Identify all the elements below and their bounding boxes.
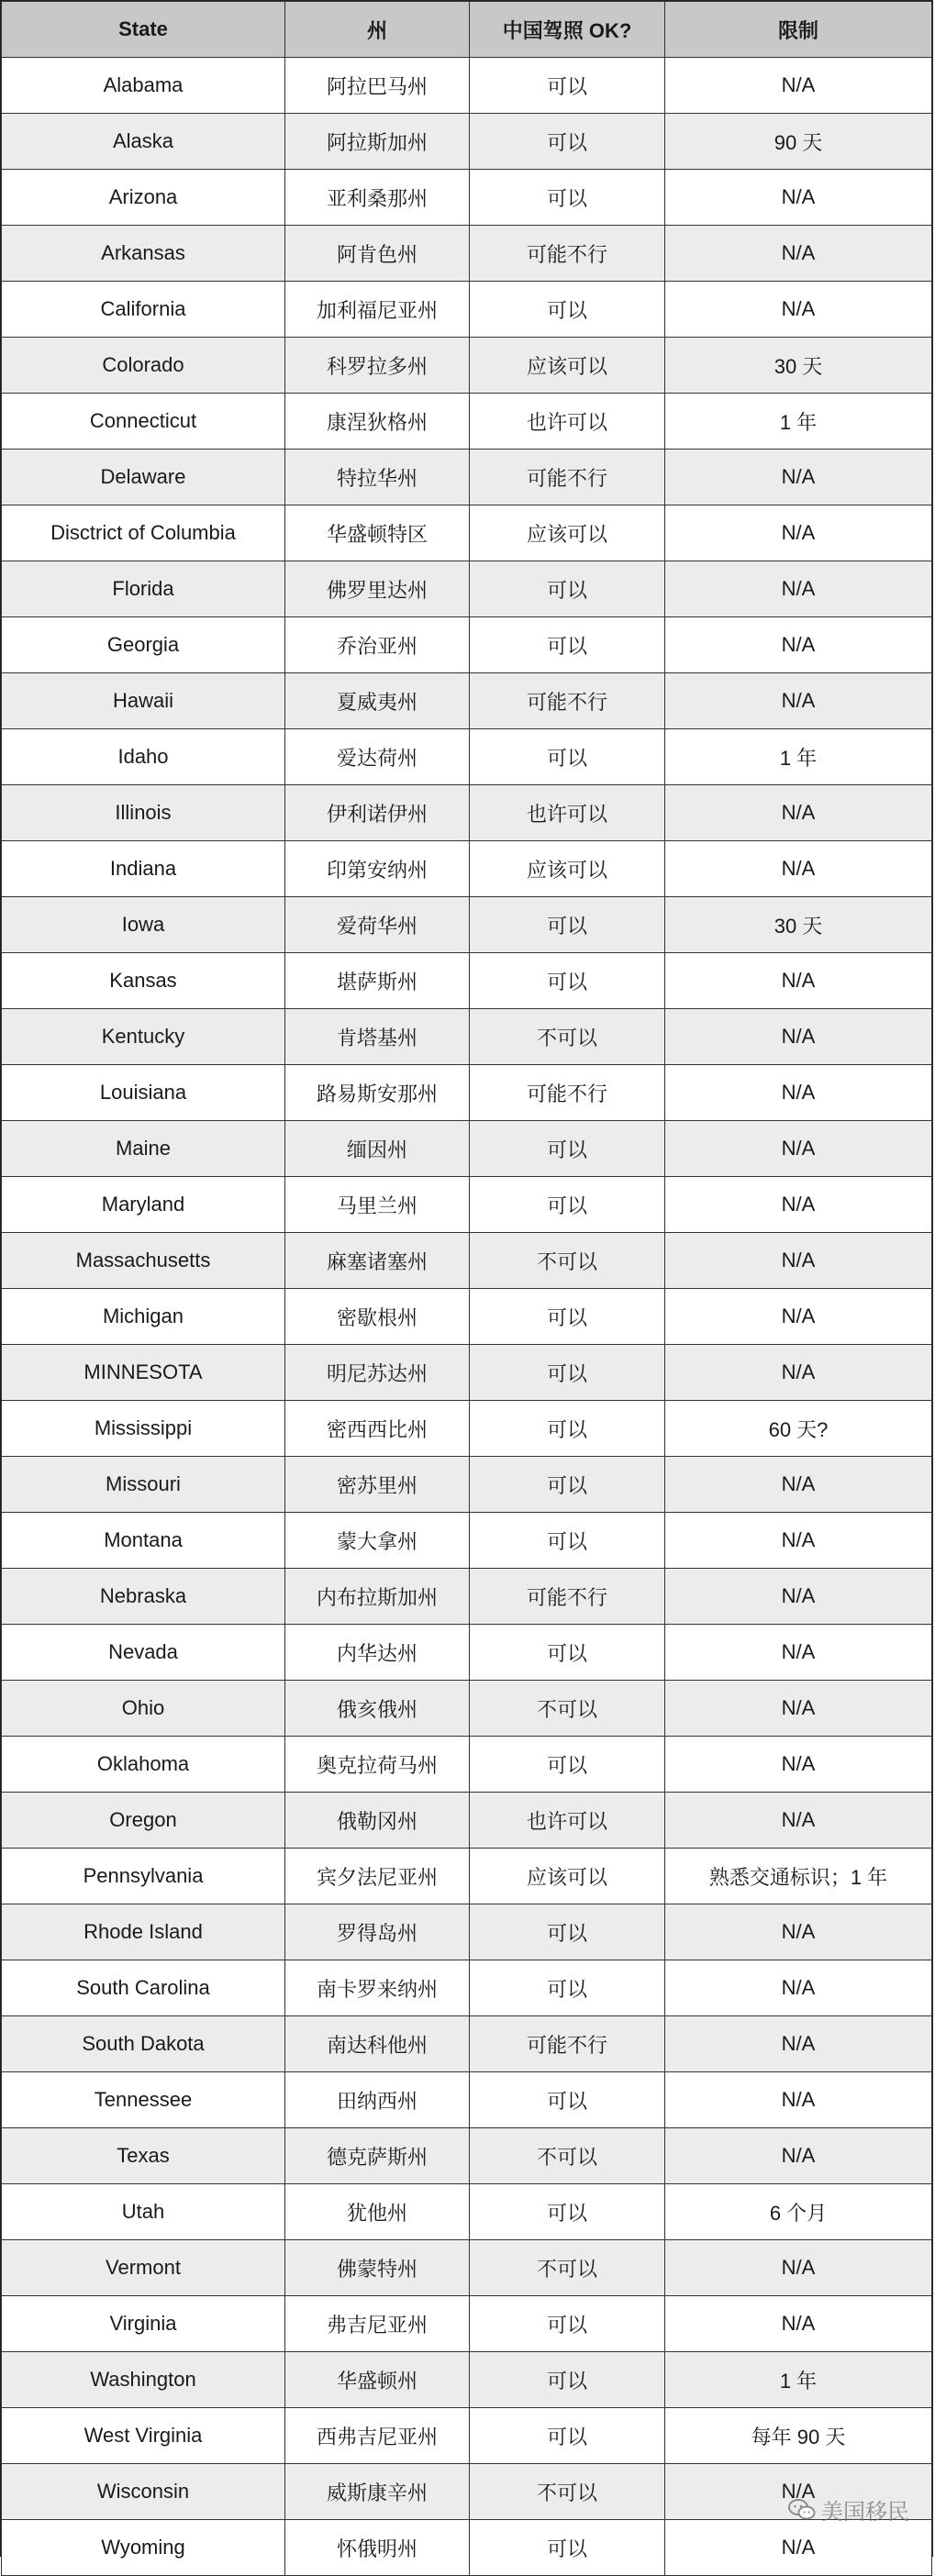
- cell-limit: N/A: [665, 1904, 932, 1960]
- cell-state: Virginia: [2, 2296, 285, 2352]
- table-row: [2, 2240, 932, 2296]
- cell-state: Rhode Island: [2, 1904, 285, 1960]
- table-row: [2, 58, 932, 114]
- cell-license-ok: 可以: [470, 114, 665, 170]
- table-row: [2, 1401, 932, 1457]
- cell-limit: N/A: [665, 2520, 932, 2576]
- table-header: [2, 2, 932, 58]
- table-row: [2, 1681, 932, 1737]
- cell-limit: 熟悉交通标识；1 年: [665, 1849, 932, 1904]
- cell-limit: 1 年: [665, 394, 932, 450]
- cell-state: Wyoming: [2, 2520, 285, 2576]
- cell-state: Connecticut: [2, 394, 285, 450]
- cell-limit: N/A: [665, 785, 932, 841]
- header-state: State: [2, 2, 285, 58]
- cell-state: Georgia: [2, 617, 285, 673]
- cell-license-ok: 可以: [470, 1904, 665, 1960]
- table-row: [2, 2184, 932, 2240]
- cell-license-ok: 应该可以: [470, 1849, 665, 1904]
- cell-limit: N/A: [665, 170, 932, 226]
- cell-limit: N/A: [665, 1569, 932, 1625]
- cell-cn-state: 麻塞诸塞州: [285, 1233, 470, 1289]
- table-row: [2, 1569, 932, 1625]
- cell-license-ok: 可以: [470, 2296, 665, 2352]
- cell-license-ok: 可以: [470, 1457, 665, 1513]
- cell-limit: N/A: [665, 1513, 932, 1569]
- table-row: [2, 1345, 932, 1401]
- table-row: [2, 226, 932, 282]
- cell-cn-state: 罗得岛州: [285, 1904, 470, 1960]
- cell-license-ok: 可以: [470, 1401, 665, 1457]
- cell-state: Vermont: [2, 2240, 285, 2296]
- cell-limit: N/A: [665, 953, 932, 1009]
- cell-license-ok: 可以: [470, 1177, 665, 1233]
- cell-cn-state: 爱荷华州: [285, 897, 470, 953]
- cell-state: Missouri: [2, 1457, 285, 1513]
- cell-license-ok: 可能不行: [470, 226, 665, 282]
- table-row: [2, 729, 932, 785]
- cell-license-ok: 可以: [470, 170, 665, 226]
- cell-state: South Carolina: [2, 1960, 285, 2016]
- table-row: [2, 1121, 932, 1177]
- cell-license-ok: 可以: [470, 1513, 665, 1569]
- cell-state: Pennsylvania: [2, 1849, 285, 1904]
- cell-license-ok: 可以: [470, 2408, 665, 2464]
- cell-cn-state: 俄亥俄州: [285, 1681, 470, 1737]
- cell-state: Maryland: [2, 1177, 285, 1233]
- cell-cn-state: 宾夕法尼亚州: [285, 1849, 470, 1904]
- cell-limit: N/A: [665, 2240, 932, 2296]
- cell-state: Ohio: [2, 1681, 285, 1737]
- cell-state: Utah: [2, 2184, 285, 2240]
- cell-state: Nebraska: [2, 1569, 285, 1625]
- cell-cn-state: 伊利诺伊州: [285, 785, 470, 841]
- cell-limit: N/A: [665, 2128, 932, 2184]
- cell-limit: 每年 90 天: [665, 2408, 932, 2464]
- cell-state: Mississippi: [2, 1401, 285, 1457]
- cell-cn-state: 明尼苏达州: [285, 1345, 470, 1401]
- cell-cn-state: 阿拉斯加州: [285, 114, 470, 170]
- table-row: [2, 1289, 932, 1345]
- header-license-ok: 中国驾照 OK?: [470, 2, 665, 58]
- table-row: [2, 1904, 932, 1960]
- cell-cn-state: 华盛顿州: [285, 2352, 470, 2408]
- header-cn-state: 州: [285, 2, 470, 58]
- cell-state: Montana: [2, 1513, 285, 1569]
- cell-cn-state: 密歇根州: [285, 1289, 470, 1345]
- table-row: [2, 1737, 932, 1793]
- table-row: [2, 1513, 932, 1569]
- cell-cn-state: 缅因州: [285, 1121, 470, 1177]
- cell-license-ok: 可能不行: [470, 2016, 665, 2072]
- cell-limit: N/A: [665, 1345, 932, 1401]
- cell-state: Alaska: [2, 114, 285, 170]
- cell-license-ok: 也许可以: [470, 1793, 665, 1849]
- cell-limit: N/A: [665, 561, 932, 617]
- cell-limit: 30 天: [665, 338, 932, 394]
- table-row: [2, 2016, 932, 2072]
- cell-limit: 30 天: [665, 897, 932, 953]
- table-row: [2, 1849, 932, 1904]
- table-row: [2, 617, 932, 673]
- cell-cn-state: 南达科他州: [285, 2016, 470, 2072]
- cell-limit: N/A: [665, 2016, 932, 2072]
- cell-cn-state: 德克萨斯州: [285, 2128, 470, 2184]
- cell-cn-state: 堪萨斯州: [285, 953, 470, 1009]
- cell-cn-state: 怀俄明州: [285, 2520, 470, 2576]
- cell-limit: N/A: [665, 2464, 932, 2520]
- cell-limit: N/A: [665, 1065, 932, 1121]
- cell-cn-state: 密西西比州: [285, 1401, 470, 1457]
- cell-cn-state: 阿肯色州: [285, 226, 470, 282]
- cell-cn-state: 康涅狄格州: [285, 394, 470, 450]
- cell-license-ok: 应该可以: [470, 505, 665, 561]
- cell-state: Texas: [2, 2128, 285, 2184]
- cell-license-ok: 可以: [470, 897, 665, 953]
- cell-cn-state: 特拉华州: [285, 450, 470, 505]
- cell-limit: N/A: [665, 1009, 932, 1065]
- cell-state: Louisiana: [2, 1065, 285, 1121]
- cell-license-ok: 可能不行: [470, 1065, 665, 1121]
- table-row: [2, 170, 932, 226]
- cell-state: Indiana: [2, 841, 285, 897]
- cell-state: Illinois: [2, 785, 285, 841]
- cell-state: Kansas: [2, 953, 285, 1009]
- cell-state: California: [2, 282, 285, 338]
- cell-limit: N/A: [665, 2296, 932, 2352]
- cell-cn-state: 田纳西州: [285, 2072, 470, 2128]
- table-row: [2, 450, 932, 505]
- cell-limit: N/A: [665, 1625, 932, 1681]
- cell-state: Oklahoma: [2, 1737, 285, 1793]
- table-row: [2, 394, 932, 450]
- cell-cn-state: 亚利桑那州: [285, 170, 470, 226]
- cell-cn-state: 爱达荷州: [285, 729, 470, 785]
- cell-license-ok: 可以: [470, 2520, 665, 2576]
- table-row: [2, 1793, 932, 1849]
- cell-limit: N/A: [665, 2072, 932, 2128]
- cell-state: Arizona: [2, 170, 285, 226]
- cell-limit: N/A: [665, 1793, 932, 1849]
- table-row: [2, 1625, 932, 1681]
- cell-license-ok: 也许可以: [470, 394, 665, 450]
- cell-limit: N/A: [665, 282, 932, 338]
- cell-cn-state: 乔治亚州: [285, 617, 470, 673]
- table-row: [2, 2072, 932, 2128]
- cell-limit: N/A: [665, 1737, 932, 1793]
- cell-limit: 90 天: [665, 114, 932, 170]
- cell-state: Tennessee: [2, 2072, 285, 2128]
- table-row: [2, 505, 932, 561]
- cell-license-ok: 可能不行: [470, 1569, 665, 1625]
- cell-license-ok: 不可以: [470, 2464, 665, 2520]
- cell-license-ok: 不可以: [470, 2240, 665, 2296]
- cell-limit: N/A: [665, 1681, 932, 1737]
- cell-state: Oregon: [2, 1793, 285, 1849]
- cell-cn-state: 科罗拉多州: [285, 338, 470, 394]
- table-row: [2, 2352, 932, 2408]
- cell-license-ok: 不可以: [470, 1681, 665, 1737]
- cell-license-ok: 可以: [470, 1345, 665, 1401]
- cell-cn-state: 弗吉尼亚州: [285, 2296, 470, 2352]
- cell-license-ok: 可以: [470, 2072, 665, 2128]
- table-row: [2, 2408, 932, 2464]
- cell-state: Iowa: [2, 897, 285, 953]
- table-row: [2, 282, 932, 338]
- cell-cn-state: 南卡罗来纳州: [285, 1960, 470, 2016]
- cell-state: Wisconsin: [2, 2464, 285, 2520]
- cell-cn-state: 佛罗里达州: [285, 561, 470, 617]
- cell-limit: N/A: [665, 1960, 932, 2016]
- cell-license-ok: 应该可以: [470, 841, 665, 897]
- cell-limit: N/A: [665, 1233, 932, 1289]
- cell-license-ok: 可能不行: [470, 450, 665, 505]
- table-row: [2, 1457, 932, 1513]
- table-row: [2, 953, 932, 1009]
- cell-cn-state: 奥克拉荷马州: [285, 1737, 470, 1793]
- cell-license-ok: 可以: [470, 561, 665, 617]
- cell-limit: 1 年: [665, 2352, 932, 2408]
- cell-state: West Virginia: [2, 2408, 285, 2464]
- table-row: [2, 841, 932, 897]
- cell-state: Delaware: [2, 450, 285, 505]
- table-row: [2, 2520, 932, 2576]
- cell-cn-state: 印第安纳州: [285, 841, 470, 897]
- cell-limit: N/A: [665, 450, 932, 505]
- cell-limit: N/A: [665, 1121, 932, 1177]
- cell-limit: N/A: [665, 505, 932, 561]
- cell-cn-state: 路易斯安那州: [285, 1065, 470, 1121]
- header-row: [2, 2, 932, 58]
- cell-license-ok: 可以: [470, 617, 665, 673]
- cell-limit: 1 年: [665, 729, 932, 785]
- cell-limit: N/A: [665, 58, 932, 114]
- cell-state: Florida: [2, 561, 285, 617]
- cell-limit: 60 天?: [665, 1401, 932, 1457]
- cell-cn-state: 夏威夷州: [285, 673, 470, 729]
- header-limit: 限制: [665, 2, 932, 58]
- cell-cn-state: 华盛顿特区: [285, 505, 470, 561]
- table-row: [2, 785, 932, 841]
- cell-license-ok: 可以: [470, 1737, 665, 1793]
- cell-cn-state: 加利福尼亚州: [285, 282, 470, 338]
- cell-state: Massachusetts: [2, 1233, 285, 1289]
- table-row: [2, 338, 932, 394]
- watermark-text: 美国移民: [821, 2500, 909, 2525]
- cell-license-ok: 可以: [470, 953, 665, 1009]
- cell-state: Michigan: [2, 1289, 285, 1345]
- cell-cn-state: 阿拉巴马州: [285, 58, 470, 114]
- cell-license-ok: 也许可以: [470, 785, 665, 841]
- cell-limit: N/A: [665, 1177, 932, 1233]
- cell-cn-state: 密苏里州: [285, 1457, 470, 1513]
- cell-limit: 6 个月: [665, 2184, 932, 2240]
- cell-license-ok: 应该可以: [470, 338, 665, 394]
- cell-license-ok: 可以: [470, 1625, 665, 1681]
- cell-license-ok: 可以: [470, 2352, 665, 2408]
- cell-license-ok: 可以: [470, 58, 665, 114]
- table-row: [2, 2464, 932, 2520]
- cell-license-ok: 不可以: [470, 1233, 665, 1289]
- table-row: [2, 1960, 932, 2016]
- cell-cn-state: 威斯康辛州: [285, 2464, 470, 2520]
- cell-limit: N/A: [665, 1289, 932, 1345]
- cell-license-ok: 不可以: [470, 2128, 665, 2184]
- cell-cn-state: 俄勒冈州: [285, 1793, 470, 1849]
- cell-cn-state: 内华达州: [285, 1625, 470, 1681]
- cell-license-ok: 不可以: [470, 1009, 665, 1065]
- cell-state: Nevada: [2, 1625, 285, 1681]
- cell-state: Arkansas: [2, 226, 285, 282]
- cell-limit: N/A: [665, 841, 932, 897]
- license-table: [1, 1, 932, 2576]
- cell-limit: N/A: [665, 673, 932, 729]
- cell-license-ok: 可以: [470, 282, 665, 338]
- table-row: [2, 673, 932, 729]
- table-row: [2, 114, 932, 170]
- cell-state: Kentucky: [2, 1009, 285, 1065]
- cell-state: Colorado: [2, 338, 285, 394]
- table-row: [2, 561, 932, 617]
- cell-state: Idaho: [2, 729, 285, 785]
- cell-state: Disctrict of Columbia: [2, 505, 285, 561]
- cell-cn-state: 内布拉斯加州: [285, 1569, 470, 1625]
- cell-limit: N/A: [665, 226, 932, 282]
- cell-license-ok: 可以: [470, 729, 665, 785]
- table-row: [2, 2296, 932, 2352]
- cell-cn-state: 佛蒙特州: [285, 2240, 470, 2296]
- table-row: [2, 1233, 932, 1289]
- cell-cn-state: 犹他州: [285, 2184, 470, 2240]
- cell-license-ok: 可以: [470, 1289, 665, 1345]
- table-body: [2, 58, 932, 2576]
- cell-state: Alabama: [2, 58, 285, 114]
- cell-cn-state: 肯塔基州: [285, 1009, 470, 1065]
- cell-state: South Dakota: [2, 2016, 285, 2072]
- cell-limit: N/A: [665, 617, 932, 673]
- cell-cn-state: 西弗吉尼亚州: [285, 2408, 470, 2464]
- table-row: [2, 1177, 932, 1233]
- cell-state: Maine: [2, 1121, 285, 1177]
- cell-cn-state: 马里兰州: [285, 1177, 470, 1233]
- cell-state: Washington: [2, 2352, 285, 2408]
- cell-state: Hawaii: [2, 673, 285, 729]
- table-row: [2, 2128, 932, 2184]
- cell-cn-state: 蒙大拿州: [285, 1513, 470, 1569]
- cell-license-ok: 可以: [470, 1960, 665, 2016]
- cell-license-ok: 可能不行: [470, 673, 665, 729]
- cell-limit: N/A: [665, 1457, 932, 1513]
- table-row: [2, 1065, 932, 1121]
- table-row: [2, 897, 932, 953]
- table-row: [2, 1009, 932, 1065]
- cell-state: MINNESOTA: [2, 1345, 285, 1401]
- cell-license-ok: 可以: [470, 1121, 665, 1177]
- cell-license-ok: 可以: [470, 2184, 665, 2240]
